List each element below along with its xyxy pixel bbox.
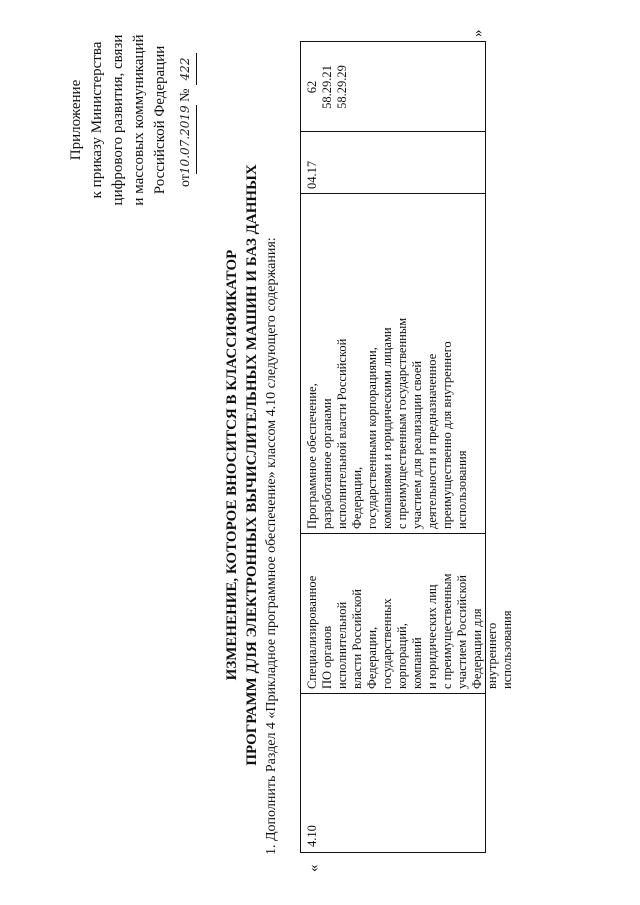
okpd-code-cell [301, 132, 485, 194]
date-prefix: от [178, 174, 193, 188]
title-line-1: ИЗМЕНЕНИЕ, КОТОРОЕ ВНОСИТСЯ В КЛАССИФИКАТОР [224, 249, 240, 681]
description-line: разработанное органами [320, 398, 334, 529]
class-name-line: и юридических лиц [425, 584, 439, 689]
appendix-line: Приложение [68, 79, 84, 161]
class-name-line: Федерации, [365, 626, 379, 689]
handwritten-date: 10.07.2019 [175, 105, 197, 174]
description-cell [301, 194, 485, 534]
class-name-line: ПО органов [320, 625, 334, 689]
class-name-line: использования [500, 610, 514, 689]
document-title [222, 125, 262, 805]
okved-code: 62 [305, 80, 319, 94]
okved-code: 58.29.29 [335, 65, 349, 109]
description-line: использования [455, 450, 469, 529]
class-name-line: компаний [410, 637, 424, 689]
description-line: Федерации, [350, 466, 364, 529]
description-line: государственными корпорациями, [365, 347, 379, 529]
description-line: участием для реализации своей [410, 360, 424, 529]
description-line: преимущественно для внутреннего [440, 341, 454, 529]
class-name-line: участием Российской [455, 575, 469, 689]
description-line: Программное обеспечение, [305, 383, 319, 529]
class-name-line: исполнительной [335, 601, 349, 689]
class-code-cell [301, 694, 485, 852]
class-name-line: Федерации для [470, 608, 484, 689]
closing-quote: » [470, 29, 486, 37]
class-name-line: с преимущественным [440, 573, 454, 689]
okpd-code: 04.17 [305, 160, 319, 189]
class-name-line: корпораций, [395, 623, 409, 689]
appendix-line: к приказу Министерства [89, 41, 105, 199]
class-name-line: власти Российской [350, 589, 364, 689]
description-line: с преимущественным государственным [395, 317, 409, 529]
class-name-line: внутреннего [485, 622, 499, 689]
appendix-line: Российской Федерации [152, 45, 168, 195]
appendix-line: цифрового развития, связи [110, 34, 126, 206]
class-name-cell [301, 534, 514, 694]
description-line: компаниями и юридическими лицами [380, 327, 394, 529]
title-line-2: ПРОГРАММ ДЛЯ ЭЛЕКТРОННЫХ ВЫЧИСЛИТЕЛЬНЫХ МАШИН И БАЗ ДАННЫХ [244, 164, 260, 766]
classifier-table [300, 41, 514, 853]
class-name-line: государственных [380, 598, 394, 689]
okved-code: 58.29.21 [320, 65, 334, 109]
appendix-header [66, 5, 197, 235]
handwritten-number: 422 [175, 53, 197, 85]
class-name-line: Специализированное [305, 575, 319, 689]
appendix-line: и массовых коммуникаций [131, 34, 147, 206]
order-date-number [175, 5, 197, 235]
description-line: деятельности и предназначенное [425, 353, 439, 529]
description-line: исполнительной власти Российской [335, 338, 349, 529]
okved-codes-cell [301, 42, 485, 132]
number-label: № [178, 88, 193, 102]
class-code: 4.10 [305, 825, 319, 847]
opening-quote: « [306, 864, 322, 872]
instruction-text: 1. Дополнить Раздел 4 «Прикладное программное обеспечение» классом 4.10 следующего содержания: [264, 237, 279, 855]
